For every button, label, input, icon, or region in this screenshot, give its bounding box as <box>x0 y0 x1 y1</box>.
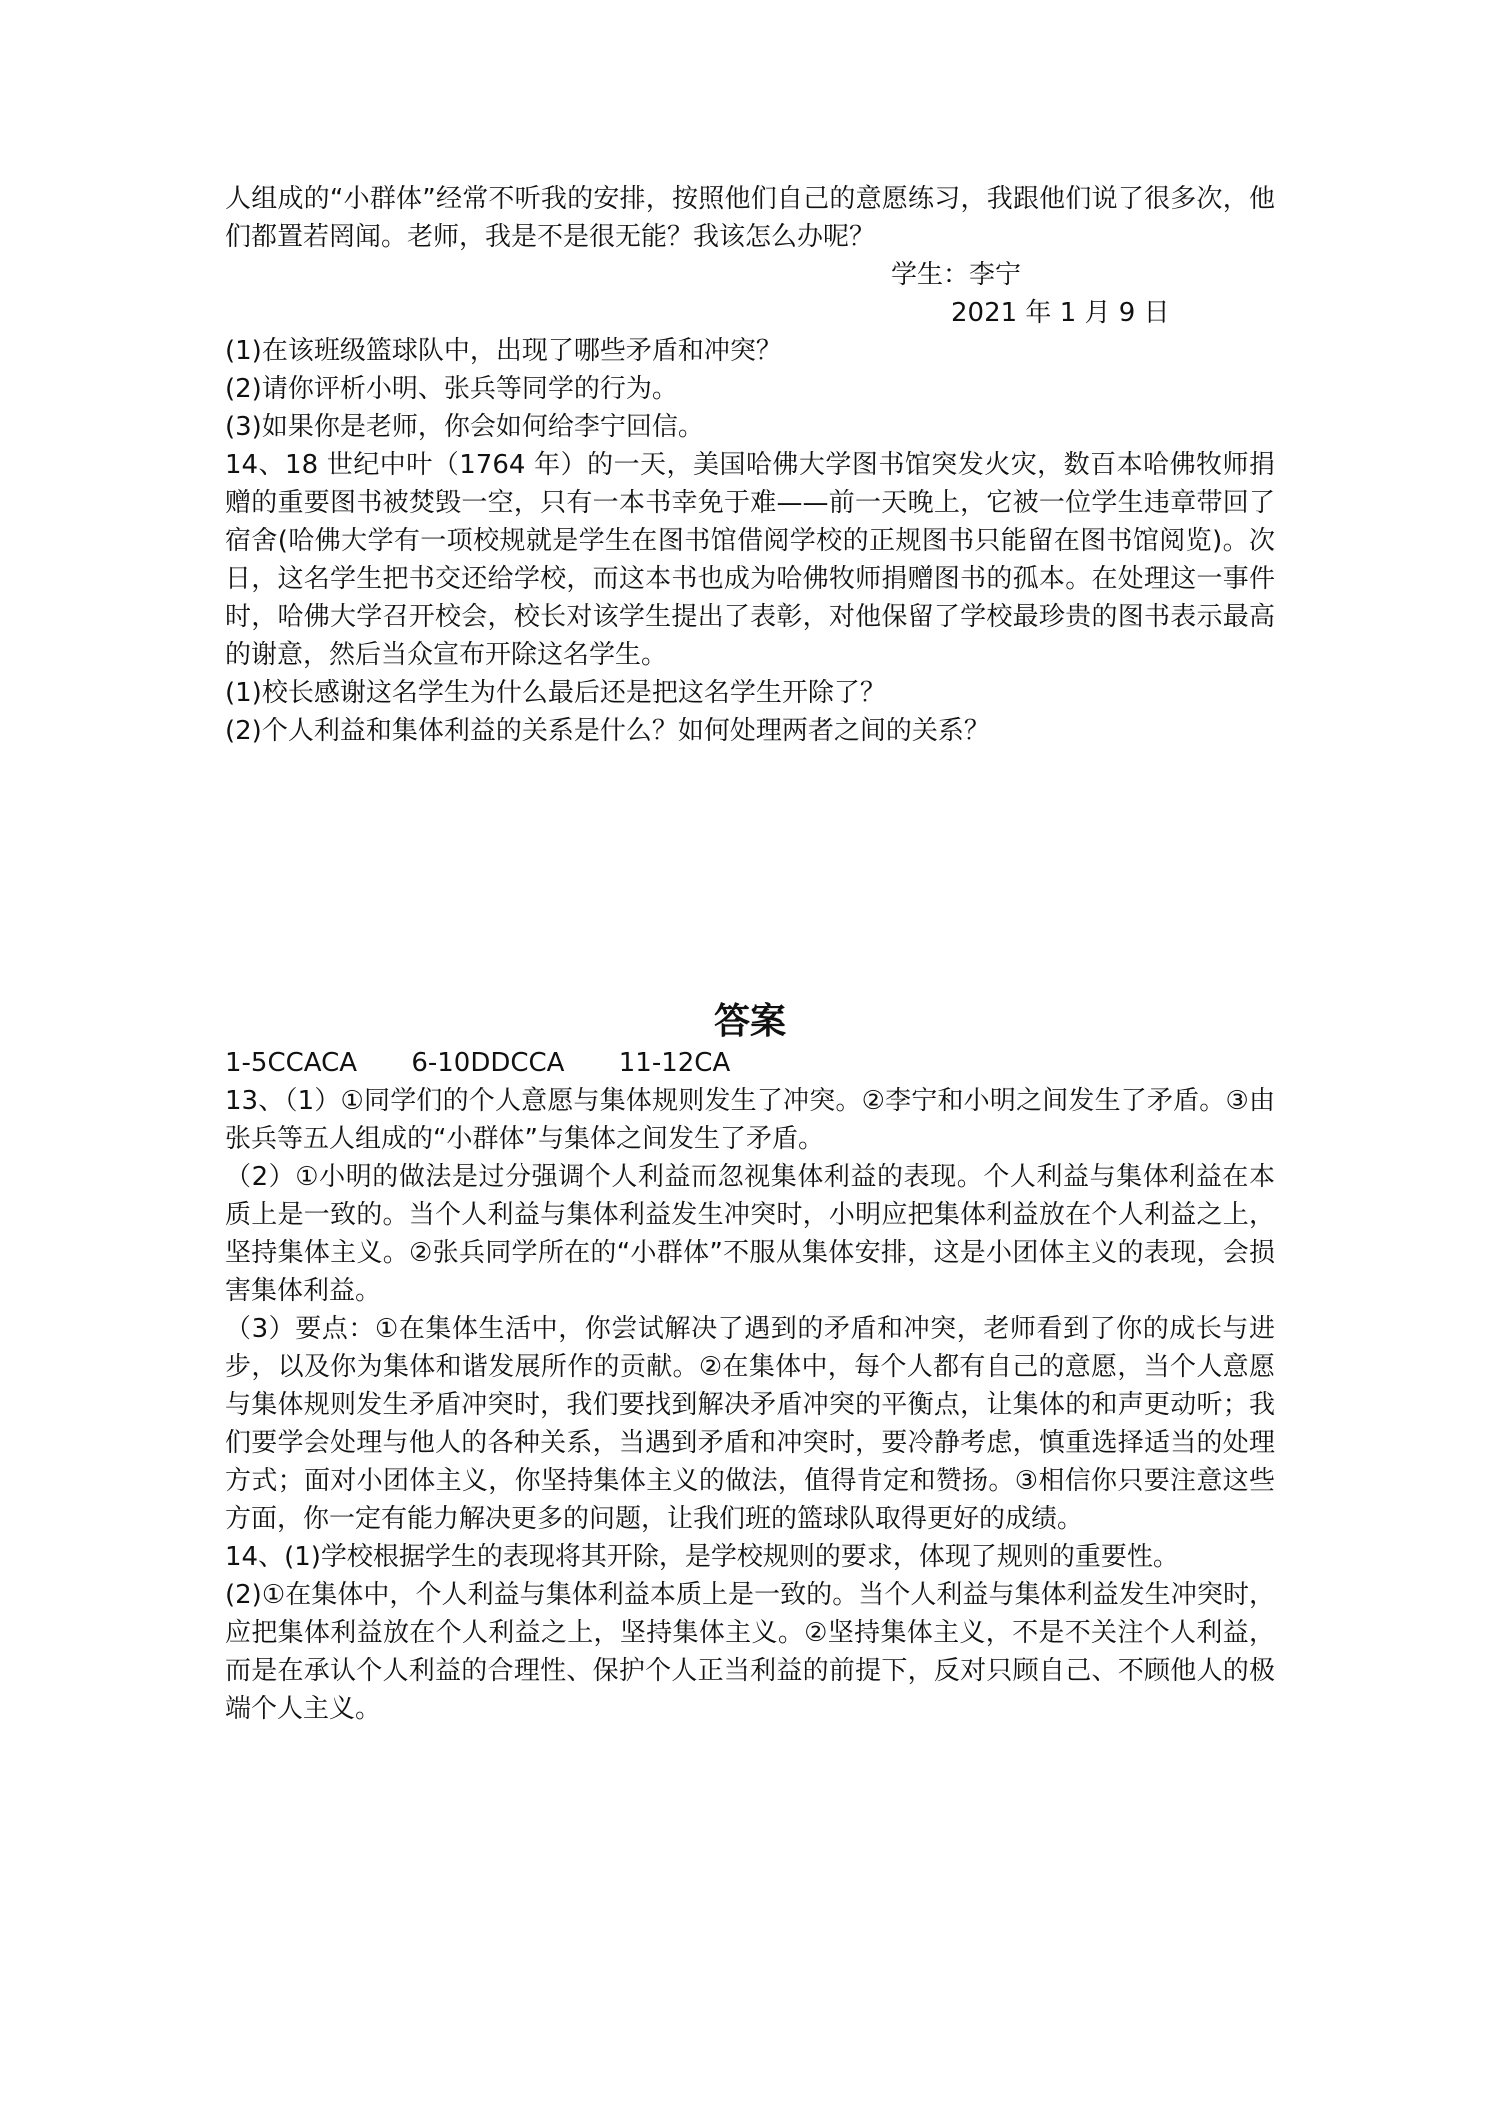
q14-subquestion-2: (2)个人利益和集体利益的关系是什么？如何处理两者之间的关系？ <box>225 716 990 746</box>
answer-13-part-1: 13、（1）①同学们的个人意愿与集体规则发生了冲突。②李宁和小明之间发生了矛盾。③由张兵等五人组成的“小群体”与集体之间发生了矛盾。 <box>225 1086 1275 1154</box>
letter-tail-paragraph: 人组成的“小群体”经常不听我的安排，按照他们自己的意愿练习，我跟他们说了很多次，他们都置若罔闻。老师，我是不是很无能？我该怎么办呢？ <box>225 184 1275 252</box>
answer-key-11-12: 11-12CA <box>618 1048 731 1078</box>
document-page <box>225 180 1275 1728</box>
q14-passage: 14、18 世纪中叶（1764 年）的一天，美国哈佛大学图书馆突发火灾，数百本哈佛牧师捐赠的重要图书被焚毁一空，只有一本书幸免于难——前一天晚上，它被一位学生违章带回了宿舍(哈佛大学有一项校规就是学生在图书馆借阅学校的正规图书只能留在图书馆阅览)。次日，这名学生把书交还给学校，而这本书也成为哈佛牧师捐赠图书的孤本。在处理这一事件时，哈佛大学召开校会，校长对该学生提出了表彰，对他保留了学校最珍贵的图书表示最高的谢意，然后当众宣布开除这名学生。 <box>225 450 1275 670</box>
q13-subquestion-3: (3)如果你是老师，你会如何给李宁回信。 <box>225 412 704 442</box>
answer-14-part-2: (2)①在集体中，个人利益与集体利益本质上是一致的。当个人利益与集体利益发生冲突时，应把集体利益放在个人利益之上，坚持集体主义。②坚持集体主义，不是不关注个人利益，而是在承认个人利益的合理性、保护个人正当利益的前提下，反对只顾自己、不顾他人的极端个人主义。 <box>225 1580 1275 1724</box>
q14-subquestion-1: (1)校长感谢这名学生为什么最后还是把这名学生开除了？ <box>225 678 886 708</box>
letter-date: 2021 年 1 月 9 日 <box>951 298 1170 328</box>
answer-key-1-5: 1-5CCACA <box>225 1048 358 1078</box>
answers-heading: 答案 <box>713 1001 786 1042</box>
answer-13-part-2: （2）①小明的做法是过分强调个人利益而忽视集体利益的表现。个人利益与集体利益在本质上是一致的。当个人利益与集体利益发生冲突时，小明应把集体利益放在个人利益之上，坚持集体主义。②张兵同学所在的“小群体”不服从集体安排，这是小团体主义的表现，会损害集体利益。 <box>225 1162 1275 1306</box>
blank-spacer <box>225 750 1275 1000</box>
answer-key-6-10: 6-10DDCCA <box>411 1048 565 1078</box>
answer-13-part-3: （3）要点：①在集体生活中，你尝试解决了遇到的矛盾和冲突，老师看到了你的成长与进步，以及你为集体和谐发展所作的贡献。②在集体中，每个人都有自己的意愿，当个人意愿与集体规则发生矛盾冲突时，我们要找到解决矛盾冲突的平衡点，让集体的和声更动听；我们要学会处理与他人的各种关系，当遇到矛盾和冲突时，要冷静考虑，慎重选择适当的处理方式；面对小团体主义，你坚持集体主义的做法，值得肯定和赞扬。③相信你只要注意这些方面，你一定有能力解决更多的问题，让我们班的篮球队取得更好的成绩。 <box>225 1314 1275 1534</box>
answer-14-part-1: 14、(1)学校根据学生的表现将其开除，是学校规则的要求，体现了规则的重要性。 <box>225 1542 1179 1572</box>
letter-signature: 学生：李宁 <box>891 260 1022 290</box>
answer-key-line <box>225 1044 1275 1082</box>
q13-subquestion-1: (1)在该班级篮球队中，出现了哪些矛盾和冲突？ <box>225 336 782 366</box>
q13-subquestion-2: (2)请你评析小明、张兵等同学的行为。 <box>225 374 678 404</box>
